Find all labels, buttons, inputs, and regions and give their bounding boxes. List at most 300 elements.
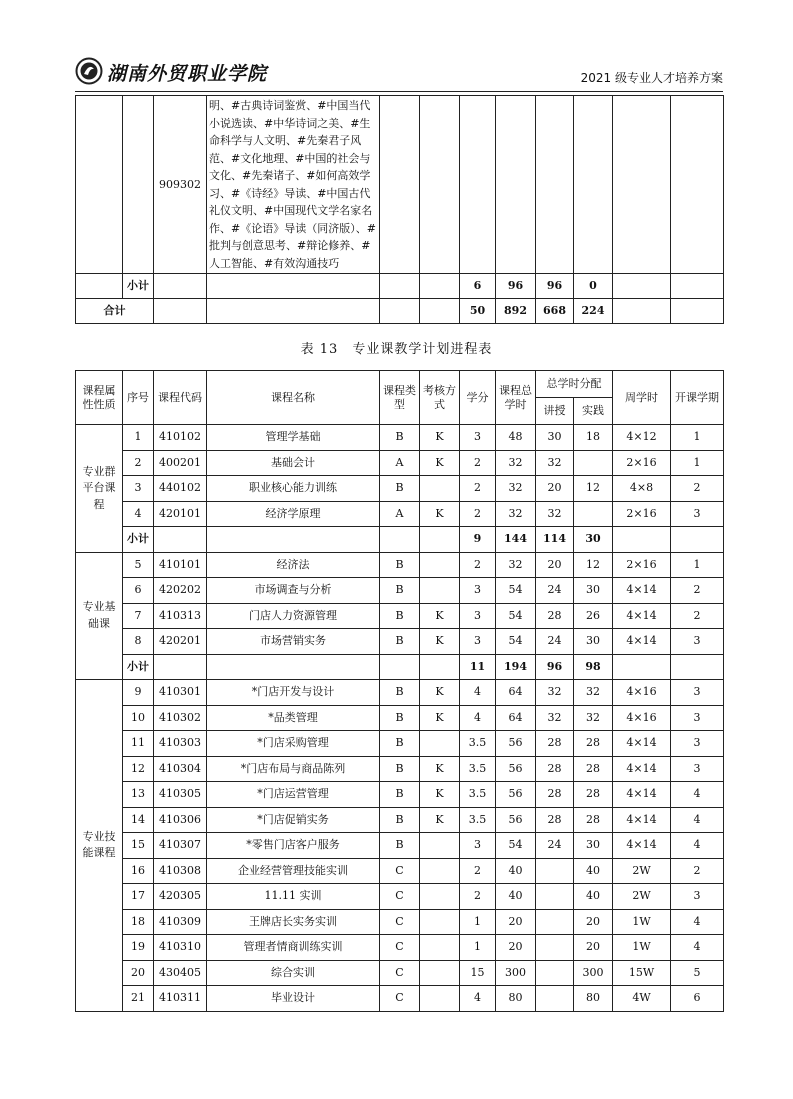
cell-type: B [380, 731, 420, 757]
empty-cell [154, 654, 207, 680]
cell-weekly: 4W [613, 986, 671, 1012]
cell-credit: 1 [460, 935, 496, 961]
cell-seq: 6 [123, 578, 154, 604]
cell-lecture: 24 [536, 833, 574, 859]
cell-total: 54 [496, 629, 536, 655]
cell-seq: 3 [123, 476, 154, 502]
page-header [75, 55, 723, 89]
cell-type: C [380, 858, 420, 884]
cell-name: 管理者情商训练实训 [207, 935, 380, 961]
cell-total: 32 [496, 476, 536, 502]
cell-name: 综合实训 [207, 960, 380, 986]
cell-total: 32 [496, 501, 536, 527]
empty-cell [207, 654, 380, 680]
cell-type: B [380, 476, 420, 502]
cell-name: 企业经营管理技能实训 [207, 858, 380, 884]
cell-practice: 28 [574, 807, 613, 833]
cell-name: 市场营销实务 [207, 629, 380, 655]
cell-practice: 18 [574, 425, 613, 451]
cell-practice: 30 [574, 578, 613, 604]
cell-lecture [536, 858, 574, 884]
cell-name: 经济学原理 [207, 501, 380, 527]
group-label: 专业群平台课程 [76, 425, 123, 553]
professional-course-plan-table [75, 370, 724, 1012]
subtotal-practice: 30 [574, 527, 613, 553]
cell-lecture: 32 [536, 501, 574, 527]
cell-code: 410307 [154, 833, 207, 859]
cell-code: 420202 [154, 578, 207, 604]
cell-seq: 17 [123, 884, 154, 910]
cell-code: 420305 [154, 884, 207, 910]
total-practice: 224 [574, 299, 613, 324]
cell-semester: 3 [671, 884, 724, 910]
subtotal-credit: 9 [460, 527, 496, 553]
subtotal-label: 小计 [123, 274, 154, 299]
empty-cell [671, 654, 724, 680]
subtotal-row [76, 274, 724, 299]
cell-total: 80 [496, 986, 536, 1012]
cell-total: 54 [496, 603, 536, 629]
cell-semester: 4 [671, 833, 724, 859]
cell-exam [420, 858, 460, 884]
cell-seq: 5 [123, 552, 154, 578]
table-row [76, 909, 724, 935]
cell-lecture: 28 [536, 807, 574, 833]
table-row [76, 833, 724, 859]
col-seq: 序号 [123, 371, 154, 425]
cell-weekly: 4×16 [613, 680, 671, 706]
cell-total: 54 [496, 578, 536, 604]
cell-code: 410304 [154, 756, 207, 782]
table-row [76, 986, 724, 1012]
total-label: 合计 [76, 299, 154, 324]
cell-code: 410302 [154, 705, 207, 731]
cell-total: 56 [496, 782, 536, 808]
cell-type: B [380, 629, 420, 655]
cell-code: 410309 [154, 909, 207, 935]
subtotal-total: 194 [496, 654, 536, 680]
cell-semester: 4 [671, 909, 724, 935]
cell-credit: 3.5 [460, 807, 496, 833]
cell-lecture [536, 960, 574, 986]
cell-exam: K [420, 756, 460, 782]
cell-type: B [380, 756, 420, 782]
cell-exam: K [420, 603, 460, 629]
cell-exam [420, 476, 460, 502]
cell-type: C [380, 960, 420, 986]
cell-weekly: 4×14 [613, 629, 671, 655]
cell-type: C [380, 884, 420, 910]
cell-credit: 15 [460, 960, 496, 986]
cell-name: *门店开发与设计 [207, 680, 380, 706]
cell-code: 410311 [154, 986, 207, 1012]
cell-practice: 26 [574, 603, 613, 629]
total-row [76, 299, 724, 324]
table-row [76, 782, 724, 808]
cell-semester: 1 [671, 425, 724, 451]
cell-type: A [380, 450, 420, 476]
cell-total: 20 [496, 935, 536, 961]
cell-semester: 2 [671, 858, 724, 884]
cell-practice: 40 [574, 858, 613, 884]
cell-weekly: 4×8 [613, 476, 671, 502]
cell-seq: 16 [123, 858, 154, 884]
table-row [76, 450, 724, 476]
cell-seq: 19 [123, 935, 154, 961]
col-name: 课程名称 [207, 371, 380, 425]
cell-weekly: 4×14 [613, 833, 671, 859]
cell-seq: 8 [123, 629, 154, 655]
cell-credit: 3 [460, 425, 496, 451]
cell-exam: K [420, 425, 460, 451]
cell-credit: 3.5 [460, 756, 496, 782]
cell-lecture: 28 [536, 731, 574, 757]
cell-credit: 3 [460, 629, 496, 655]
cell-type: B [380, 425, 420, 451]
subtotal-practice: 98 [574, 654, 613, 680]
cell-credit: 4 [460, 680, 496, 706]
cell-code: 410308 [154, 858, 207, 884]
cell-credit: 3 [460, 603, 496, 629]
cell-name: 毕业设计 [207, 986, 380, 1012]
cell-seq: 15 [123, 833, 154, 859]
table-row [76, 425, 724, 451]
cell-practice: 30 [574, 833, 613, 859]
cell-credit: 2 [460, 501, 496, 527]
cell-semester: 3 [671, 629, 724, 655]
subtotal-label: 小计 [123, 654, 154, 680]
cell-type: C [380, 986, 420, 1012]
cell-type: B [380, 833, 420, 859]
cell-practice: 80 [574, 986, 613, 1012]
cell-total: 300 [496, 960, 536, 986]
course-list: 明、#古典诗词鉴赏、#中国当代小说选读、#中华诗词之美、#生命科学与人文明、#先秦君子风范、#文化地理、#中国的社会与文化、#先秦诸子、#如何高效学习、#《诗经》导读、#中国古代礼仪文明、#中国现代文学名家名作、#《论语》导读（同济版）、#批判与创意思考、#辩论修养、#人工智能、#有效沟通技巧 [207, 96, 380, 274]
cell-total: 40 [496, 884, 536, 910]
subtotal-practice: 0 [574, 274, 613, 299]
cell-code: 410102 [154, 425, 207, 451]
cell-lecture [536, 935, 574, 961]
cell-weekly: 4×14 [613, 578, 671, 604]
col-code: 课程代码 [154, 371, 207, 425]
cell-practice: 20 [574, 935, 613, 961]
total-credits: 50 [460, 299, 496, 324]
cell-type: B [380, 782, 420, 808]
empty-cell [207, 527, 380, 553]
col-credit: 学分 [460, 371, 496, 425]
cell-lecture: 24 [536, 629, 574, 655]
cell-code: 400201 [154, 450, 207, 476]
cell-weekly: 4×16 [613, 705, 671, 731]
table-row [76, 476, 724, 502]
cell-name: *零售门店客户服务 [207, 833, 380, 859]
cell-code: 410306 [154, 807, 207, 833]
cell-lecture: 20 [536, 476, 574, 502]
cell-semester: 3 [671, 756, 724, 782]
cell-credit: 4 [460, 986, 496, 1012]
cell-code: 410310 [154, 935, 207, 961]
cell-type: B [380, 552, 420, 578]
cell-seq: 11 [123, 731, 154, 757]
cell-exam [420, 578, 460, 604]
col-type: 课程类型 [380, 371, 420, 425]
cell-type: C [380, 935, 420, 961]
cell-practice: 28 [574, 782, 613, 808]
empty-cell [380, 527, 420, 553]
cell-total: 64 [496, 705, 536, 731]
cell-semester: 2 [671, 603, 724, 629]
cell-weekly: 15W [613, 960, 671, 986]
cell-type: B [380, 807, 420, 833]
empty-cell [420, 527, 460, 553]
cell-name: *门店促销实务 [207, 807, 380, 833]
cell-weekly: 1W [613, 909, 671, 935]
cell-semester: 5 [671, 960, 724, 986]
col-semester: 开课学期 [671, 371, 724, 425]
subtotal-lecture: 114 [536, 527, 574, 553]
cell-lecture: 28 [536, 782, 574, 808]
cell-exam [420, 833, 460, 859]
cell-semester: 3 [671, 705, 724, 731]
table-caption: 表 13 专业课教学计划进程表 [300, 342, 493, 357]
cell-practice [574, 501, 613, 527]
cell-lecture [536, 986, 574, 1012]
cell-name: 管理学基础 [207, 425, 380, 451]
cell-semester: 3 [671, 501, 724, 527]
cell-credit: 1 [460, 909, 496, 935]
total-lecture: 668 [536, 299, 574, 324]
cell-total: 64 [496, 680, 536, 706]
cell-weekly: 2×16 [613, 552, 671, 578]
cell-credit: 3.5 [460, 782, 496, 808]
cell-practice: 32 [574, 680, 613, 706]
cell-seq: 1 [123, 425, 154, 451]
cell-type: C [380, 909, 420, 935]
cell-practice: 20 [574, 909, 613, 935]
cell-weekly: 2×16 [613, 450, 671, 476]
empty-cell [380, 654, 420, 680]
cell-weekly: 4×14 [613, 603, 671, 629]
cell-credit: 2 [460, 476, 496, 502]
course-code: 909302 [154, 96, 207, 274]
header-row [76, 371, 724, 398]
cell-weekly: 2×16 [613, 501, 671, 527]
col-lecture: 讲授 [536, 398, 574, 425]
cell-type: B [380, 603, 420, 629]
total-hours: 892 [496, 299, 536, 324]
cell-credit: 2 [460, 858, 496, 884]
subtotal-credit: 11 [460, 654, 496, 680]
subtotal-total: 144 [496, 527, 536, 553]
cell-weekly: 4×12 [613, 425, 671, 451]
col-exam: 考核方式 [420, 371, 460, 425]
cell-total: 48 [496, 425, 536, 451]
cell-seq: 12 [123, 756, 154, 782]
cell-type: B [380, 578, 420, 604]
cell-code: 430405 [154, 960, 207, 986]
col-nature: 课程属性性质 [76, 371, 123, 425]
cell-code: 420201 [154, 629, 207, 655]
cell-practice: 30 [574, 629, 613, 655]
cell-practice: 12 [574, 552, 613, 578]
cell-credit: 2 [460, 450, 496, 476]
cell-total: 56 [496, 756, 536, 782]
document-title: 2021 级专业人才培养方案 [580, 71, 723, 85]
cell-semester: 4 [671, 807, 724, 833]
subtotal-hours: 96 [496, 274, 536, 299]
cell-exam [420, 986, 460, 1012]
subtotal-lecture: 96 [536, 654, 574, 680]
table-row [76, 578, 724, 604]
cell-code: 420101 [154, 501, 207, 527]
cell-credit: 3 [460, 833, 496, 859]
cell-semester: 4 [671, 782, 724, 808]
cell-total: 56 [496, 731, 536, 757]
cell-code: 410313 [154, 603, 207, 629]
table-row [76, 501, 724, 527]
cell-lecture: 24 [536, 578, 574, 604]
col-total-hours: 课程总学时 [496, 371, 536, 425]
col-weekly: 周学时 [613, 371, 671, 425]
cell-credit: 3 [460, 578, 496, 604]
cell-seq: 14 [123, 807, 154, 833]
general-course-table-continued [75, 95, 724, 324]
table-row [76, 552, 724, 578]
cell-exam: K [420, 705, 460, 731]
cell-code: 440102 [154, 476, 207, 502]
cell-name: 王牌店长实务实训 [207, 909, 380, 935]
cell-exam [420, 960, 460, 986]
cell-semester: 1 [671, 450, 724, 476]
cell-credit: 2 [460, 884, 496, 910]
empty-cell [613, 527, 671, 553]
empty-cell [613, 654, 671, 680]
table-row [76, 603, 724, 629]
cell-seq: 4 [123, 501, 154, 527]
cell-practice: 300 [574, 960, 613, 986]
cell-weekly: 4×14 [613, 731, 671, 757]
cell-practice: 32 [574, 705, 613, 731]
table-row [76, 705, 724, 731]
cell-seq: 7 [123, 603, 154, 629]
cell-name: 基础会计 [207, 450, 380, 476]
cell-type: A [380, 501, 420, 527]
cell-name: 职业核心能力训练 [207, 476, 380, 502]
group-label: 专业基础课 [76, 552, 123, 680]
cell-lecture [536, 909, 574, 935]
cell-weekly: 2W [613, 858, 671, 884]
cell-seq: 21 [123, 986, 154, 1012]
cell-exam [420, 731, 460, 757]
cell-name: 市场调查与分析 [207, 578, 380, 604]
cell-semester: 2 [671, 578, 724, 604]
cell-semester: 3 [671, 731, 724, 757]
cell-name: *门店运营管理 [207, 782, 380, 808]
cell-practice [574, 450, 613, 476]
empty-cell [154, 527, 207, 553]
cell-total: 32 [496, 450, 536, 476]
cell-semester: 2 [671, 476, 724, 502]
cell-exam [420, 552, 460, 578]
cell-seq: 18 [123, 909, 154, 935]
table-row [76, 96, 724, 274]
table-row [76, 680, 724, 706]
subtotal-row [76, 654, 724, 680]
col-practice: 实践 [574, 398, 613, 425]
cell-exam: K [420, 629, 460, 655]
cell-credit: 4 [460, 705, 496, 731]
cell-exam [420, 884, 460, 910]
school-logo-icon [75, 57, 103, 85]
group-label: 专业技能课程 [76, 680, 123, 1012]
cell-semester: 4 [671, 935, 724, 961]
cell-weekly: 1W [613, 935, 671, 961]
cell-exam: K [420, 680, 460, 706]
cell-total: 32 [496, 552, 536, 578]
table-row [76, 884, 724, 910]
cell-weekly: 4×14 [613, 782, 671, 808]
cell-weekly: 4×14 [613, 807, 671, 833]
table-row [76, 935, 724, 961]
cell-weekly: 4×14 [613, 756, 671, 782]
cell-lecture: 30 [536, 425, 574, 451]
cell-exam: K [420, 450, 460, 476]
cell-total: 56 [496, 807, 536, 833]
cell-lecture: 32 [536, 705, 574, 731]
cell-seq: 10 [123, 705, 154, 731]
cell-code: 410301 [154, 680, 207, 706]
table-row [76, 807, 724, 833]
cell-lecture [536, 884, 574, 910]
cell-lecture: 32 [536, 680, 574, 706]
cell-semester: 3 [671, 680, 724, 706]
table-row [76, 731, 724, 757]
cell-practice: 12 [574, 476, 613, 502]
school-name: 湖南外贸职业学院 [107, 63, 268, 85]
empty-cell [420, 654, 460, 680]
header-divider [75, 91, 723, 92]
cell-lecture: 28 [536, 603, 574, 629]
cell-name: 门店人力资源管理 [207, 603, 380, 629]
cell-seq: 9 [123, 680, 154, 706]
cell-exam [420, 935, 460, 961]
cell-code: 410303 [154, 731, 207, 757]
subtotal-row [76, 527, 724, 553]
table-row [76, 756, 724, 782]
cell-total: 20 [496, 909, 536, 935]
cell-code: 410305 [154, 782, 207, 808]
cell-exam [420, 909, 460, 935]
cell-credit: 2 [460, 552, 496, 578]
table-row [76, 858, 724, 884]
cell-name: 11.11 实训 [207, 884, 380, 910]
subtotal-credits: 6 [460, 274, 496, 299]
empty-cell [671, 527, 724, 553]
cell-total: 40 [496, 858, 536, 884]
table-row [76, 629, 724, 655]
cell-seq: 2 [123, 450, 154, 476]
cell-name: 经济法 [207, 552, 380, 578]
cell-practice: 28 [574, 756, 613, 782]
col-distribution: 总学时分配 [536, 371, 613, 398]
cell-credit: 3.5 [460, 731, 496, 757]
cell-semester: 6 [671, 986, 724, 1012]
cell-total: 54 [496, 833, 536, 859]
cell-name: *门店采购管理 [207, 731, 380, 757]
cell-exam: K [420, 807, 460, 833]
cell-practice: 40 [574, 884, 613, 910]
cell-type: B [380, 680, 420, 706]
cell-semester: 1 [671, 552, 724, 578]
